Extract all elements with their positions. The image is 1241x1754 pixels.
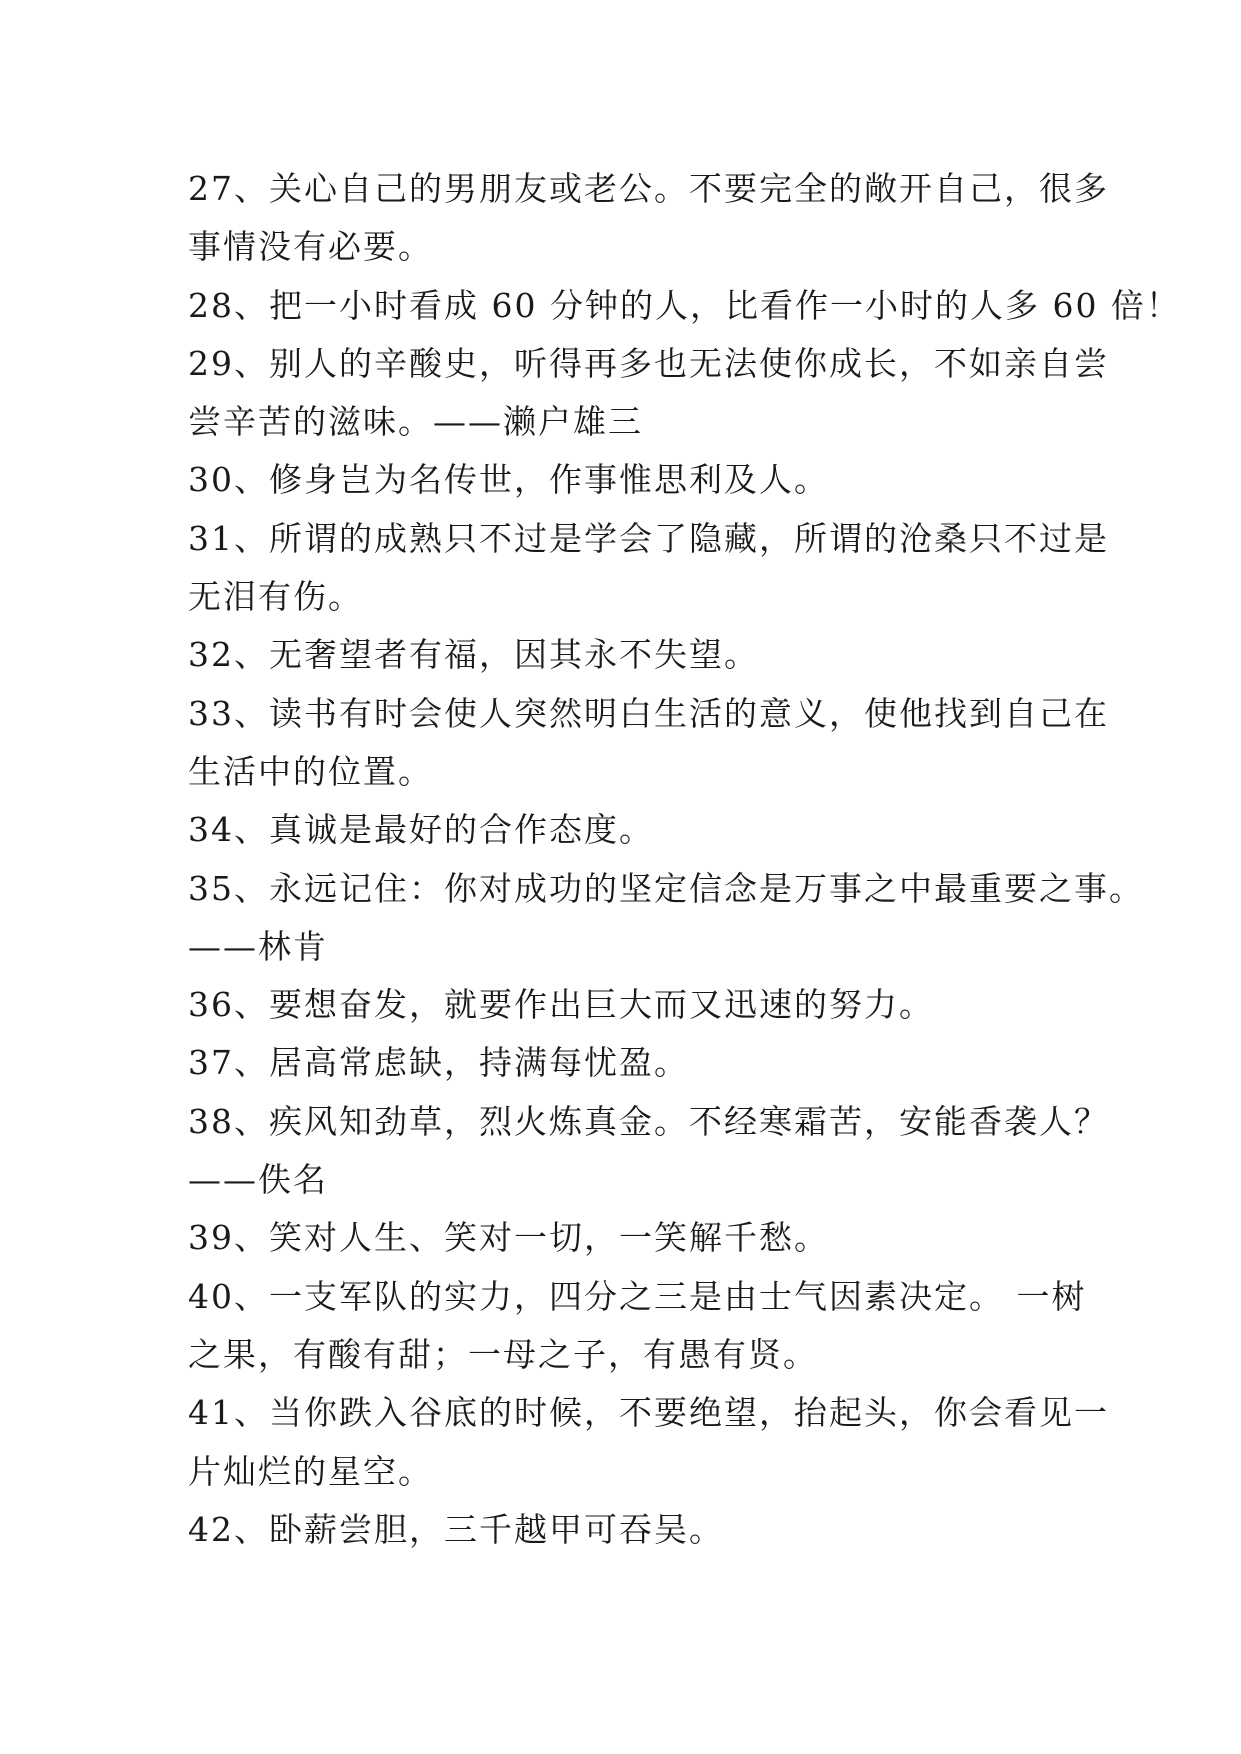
text-line: 生活中的位置。 [188, 751, 433, 791]
text-line: 41、当你跌入谷底的时候，不要绝望，抬起头，你会看见一 [188, 1393, 1109, 1433]
text-line: 31、所谓的成熟只不过是学会了隐藏，所谓的沧桑只不过是 [188, 518, 1109, 558]
text-line: 33、读书有时会使人突然明白生活的意义，使他找到自己在 [188, 693, 1109, 733]
text-line: ——林肯 [188, 926, 328, 966]
text-line: 事情没有必要。 [188, 227, 433, 267]
document-body [188, 160, 1181, 1559]
text-line: 29、别人的辛酸史，听得再多也无法使你成长，不如亲自尝 [188, 343, 1109, 383]
text-line: 37、居高常虑缺，持满每忧盈。 [188, 1043, 689, 1083]
text-line: ——佚名 [188, 1160, 328, 1200]
text-line: 36、要想奋发，就要作出巨大而又迅速的努力。 [188, 985, 934, 1025]
text-line: 30、修身岂为名传世，作事惟思利及人。 [188, 460, 829, 500]
text-line: 之果，有酸有甜；一母之子，有愚有贤。 [188, 1334, 818, 1374]
text-line: 32、无奢望者有福，因其永不失望。 [188, 635, 759, 675]
text-line: 尝辛苦的滋味。——濑户雄三 [188, 402, 643, 442]
text-line: 42、卧薪尝胆，三千越甲可吞吴。 [188, 1509, 724, 1549]
text-line: 片灿烂的星空。 [188, 1451, 433, 1491]
text-line: 无泪有伤。 [188, 577, 363, 617]
text-line: 28、把一小时看成 60 分钟的人，比看作一小时的人多 60 倍！ [188, 285, 1181, 325]
text-line: 38、疾风知劲草，烈火炼真金。不经寒霜苦，安能香袭人？ [188, 1101, 1109, 1141]
text-line: 35、永远记住：你对成功的坚定信念是万事之中最重要之事。 [188, 868, 1144, 908]
text-line: 34、真诚是最好的合作态度。 [188, 810, 654, 850]
text-line: 40、一支军队的实力，四分之三是由士气因素决定。 一树 [188, 1276, 1087, 1316]
text-line: 39、笑对人生、笑对一切，一笑解千愁。 [188, 1218, 829, 1258]
text-line: 27、关心自己的男朋友或老公。不要完全的敞开自己，很多 [188, 169, 1109, 208]
